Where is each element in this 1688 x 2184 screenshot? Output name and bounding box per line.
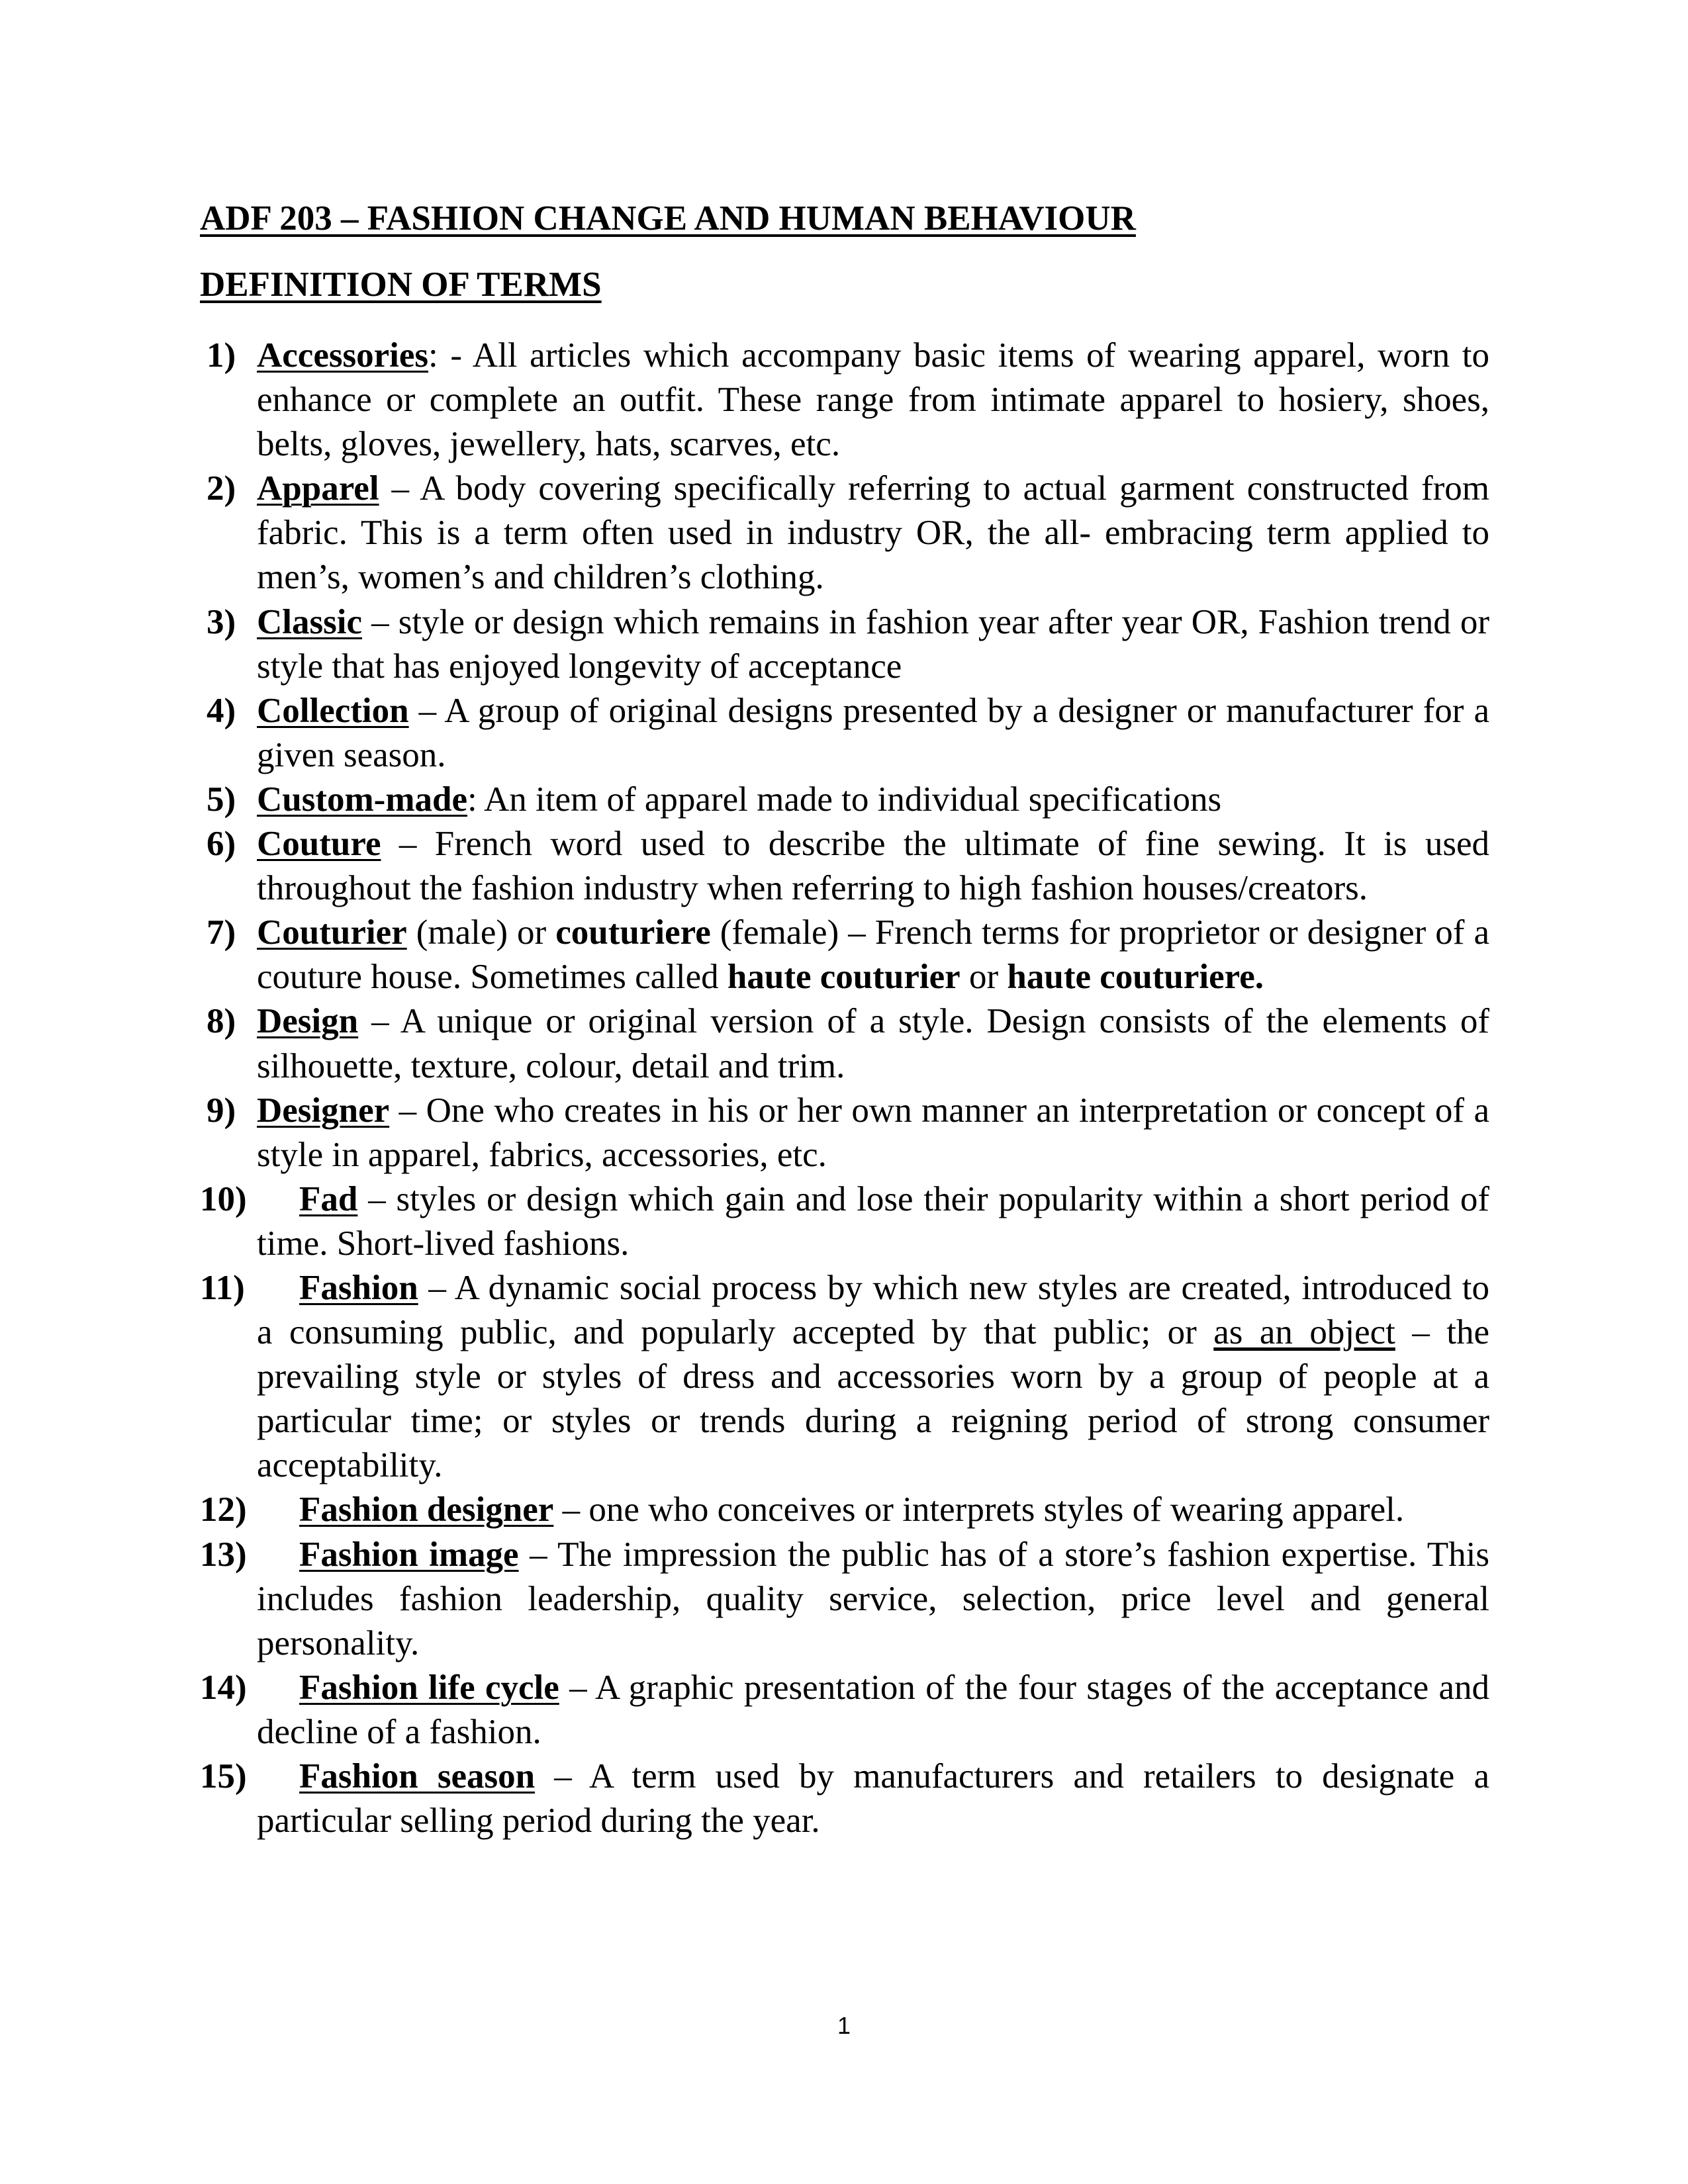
document-title: ADF 203 – FASHION CHANGE AND HUMAN BEHAVIOUR — [200, 199, 1136, 238]
bold-term: haute couturier — [727, 958, 961, 997]
term: Couture — [257, 825, 381, 864]
definition-text: – A term used by manufacturers and retailers to designate a particular selling period during the year. — [257, 1757, 1489, 1841]
item-number: 15) — [200, 1757, 247, 1796]
definition-text: (male) or — [406, 913, 556, 952]
definition-item — [200, 822, 1489, 911]
definition-text: – A graphic presentation of the four stages of the acceptance and decline of a fashion. — [257, 1668, 1489, 1751]
term: Custom-made — [257, 780, 467, 819]
term: Couturier — [257, 913, 407, 952]
term: Fashion image — [299, 1535, 519, 1574]
definition-text: – one who conceives or interprets styles of wearing apparel. — [553, 1490, 1405, 1529]
definition-text: (female) – French terms for proprietor or designer of a couture house. Sometimes called — [257, 913, 1490, 997]
item-number: 14) — [200, 1668, 247, 1707]
item-number: 7) — [207, 913, 236, 952]
item-number: 6) — [207, 825, 236, 864]
definition-item — [200, 1754, 1489, 1843]
underlined-phrase: as an object — [1213, 1313, 1395, 1352]
definition-item — [200, 1488, 1489, 1532]
definition-text: – the prevailing style or styles of dress and accessories worn by a group of people at a particular time; or styles or trends during a reigning period of strong consumer acceptability. — [257, 1313, 1490, 1485]
definition-item — [200, 1177, 1489, 1266]
definition-item — [200, 689, 1489, 778]
definition-item — [200, 1533, 1489, 1666]
item-number: 13) — [200, 1535, 247, 1574]
item-number: 5) — [207, 780, 236, 819]
term: Fashion — [299, 1268, 418, 1307]
definition-item — [200, 1266, 1489, 1488]
definition-text: – A unique or original version of a style. Design consists of the elements of silhouette, texture, colour, detail and trim. — [257, 1002, 1489, 1085]
item-number: 11) — [200, 1268, 245, 1307]
definition-item — [200, 911, 1489, 999]
item-number: 4) — [207, 691, 236, 730]
definition-text: – French word used to describe the ultimate of fine sewing. It is used throughout the fashion industry when referring to high fashion houses/creators. — [257, 825, 1489, 908]
term: Designer — [257, 1091, 390, 1130]
definition-item — [200, 600, 1489, 689]
definition-text: – styles or design which gain and lose their popularity within a short period of time. Short-lived fashions. — [257, 1179, 1489, 1263]
definition-text: or — [960, 958, 1008, 997]
term: Fashion designer — [299, 1490, 554, 1529]
item-number: 8) — [207, 1002, 236, 1041]
definition-text: : - All articles which accompany basic items of wearing apparel, worn to enhance or complete an outfit. These range from intimate apparel to hosiery, shoes, belts, gloves, jewellery, hats, scarves, etc. — [257, 336, 1489, 464]
item-number: 10) — [200, 1179, 247, 1218]
item-number: 3) — [207, 602, 236, 641]
term: Design — [257, 1002, 359, 1041]
definition-text: – A group of original designs presented by a designer or manufacturer for a given season. — [257, 691, 1489, 774]
page-number: 1 — [837, 2012, 851, 2039]
definition-text: – A dynamic social process by which new styles are created, introduced to a consuming public, and popularly accepted by that public; or — [257, 1268, 1489, 1352]
definition-item — [200, 1089, 1489, 1177]
item-number: 1) — [207, 336, 236, 375]
definition-text: – One who creates in his or her own manner an interpretation or concept of a style in apparel, fabrics, accessories, etc. — [257, 1091, 1489, 1174]
term: Accessories — [257, 336, 428, 375]
definition-item — [200, 1666, 1489, 1754]
item-number: 2) — [207, 469, 236, 508]
definition-item — [200, 334, 1489, 467]
definition-item — [200, 467, 1489, 600]
bold-term: couturiere — [555, 913, 711, 952]
term: Collection — [257, 691, 409, 730]
definition-item — [200, 778, 1489, 822]
definition-text: : An item of apparel made to individual specifications — [467, 780, 1222, 819]
bold-term: haute couturiere. — [1007, 958, 1264, 997]
term: Classic — [257, 602, 362, 641]
item-number: 12) — [200, 1490, 247, 1529]
term: Fashion life cycle — [299, 1668, 559, 1707]
definition-text: – A body covering specifically referring to actual garment constructed from fabric. This is a term often used in industry OR, the all- embracing term applied to men’s, women’s and children’s clothing. — [257, 469, 1489, 597]
definition-text: – The impression the public has of a store’s fashion expertise. This includes fashion leadership, quality service, selection, price level and general personality. — [257, 1535, 1489, 1662]
definitions-list — [200, 334, 1489, 1843]
term: Fad — [299, 1179, 358, 1218]
item-number: 9) — [207, 1091, 236, 1130]
term: Apparel — [257, 469, 379, 508]
definition-text: – style or design which remains in fashion year after year OR, Fashion trend or style that has enjoyed longevity of acceptance — [257, 602, 1489, 686]
term: Fashion season — [299, 1757, 536, 1796]
definition-item — [200, 999, 1489, 1088]
section-heading: DEFINITION OF TERMS — [200, 265, 602, 304]
